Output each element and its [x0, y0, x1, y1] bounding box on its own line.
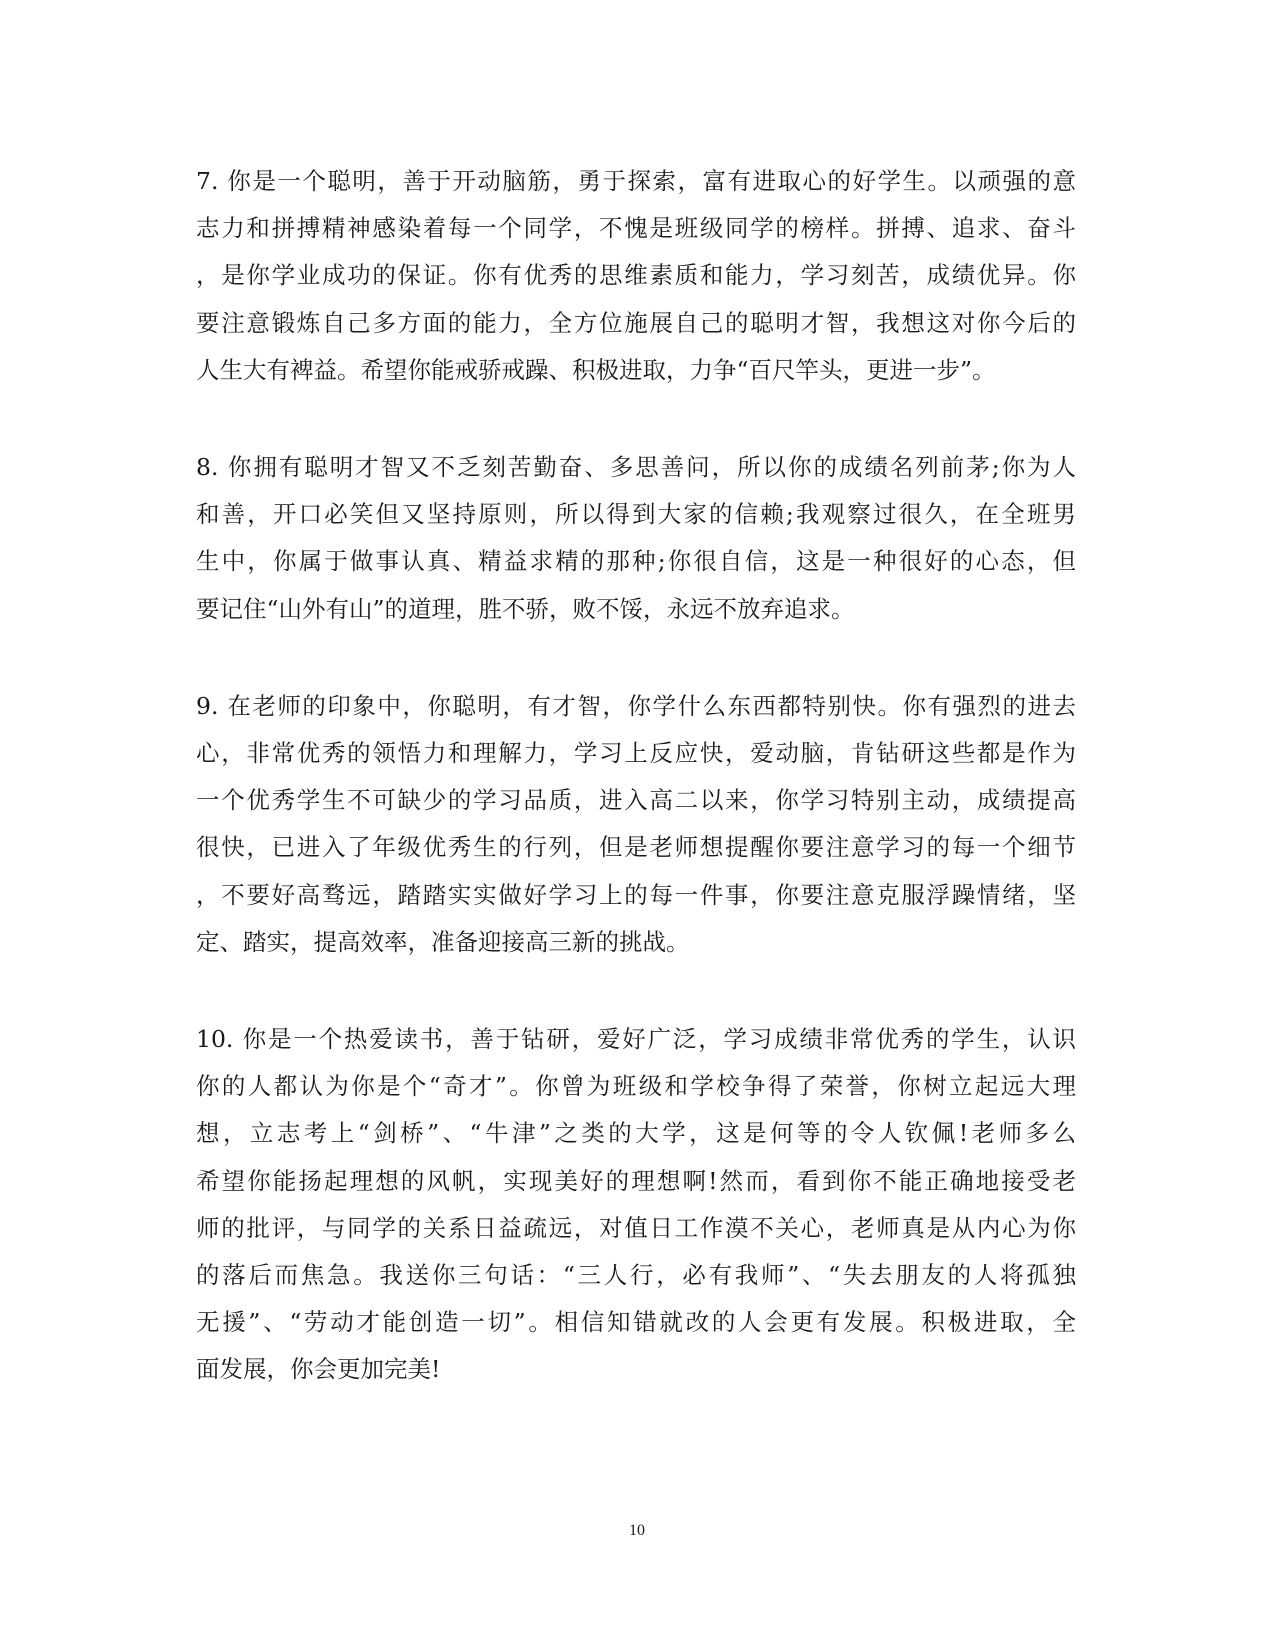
text-line: 人生大有裨益。希望你能戒骄戒躁、积极进取，力争“百尺竿头，更进一步”。: [196, 355, 996, 384]
text-line: 面发展，你会更加完美!: [196, 1355, 441, 1384]
text-line: 的落后而焦急。我送你三句话：“三人行，必有我师”、“失去朋友的人将孤独: [196, 1261, 1076, 1290]
text-line: 心，非常优秀的领悟力和理解力，学习上反应快，爱动脑，肯钻研这些都是作为: [196, 739, 1076, 768]
text-line: ，不要好高骛远，踏踏实实做好学习上的每一件事，你要注意克服浮躁情绪，坚: [196, 880, 1076, 909]
text-line: 希望你能扬起理想的风帆，实现美好的理想啊!然而，看到你不能正确地接受老: [196, 1166, 1076, 1195]
text-line: 和善，开口必笑但又坚持原则，所以得到大家的信赖;我观察过很久，在全班男: [196, 500, 1076, 529]
text-line: 无援”、“劳动才能创造一切”。相信知错就改的人会更有发展。积极进取，全: [196, 1308, 1076, 1337]
text-line: 你的人都认为你是个“奇才”。你曾为班级和学校争得了荣誉，你树立起远大理: [196, 1072, 1076, 1101]
text-line: 一个优秀学生不可缺少的学习品质，进入高二以来，你学习特别主动，成绩提高: [196, 786, 1076, 815]
text-line: 9. 在老师的印象中，你聪明，有才智，你学什么东西都特别快。你有强烈的进去: [196, 691, 1076, 720]
text-line: 要注意锻炼自己多方面的能力，全方位施展自己的聪明才智，我想这对你今后的: [196, 308, 1076, 337]
paragraph-8: [196, 444, 1076, 633]
text-line: 生中，你属于做事认真、精益求精的那种;你很自信，这是一种很好的心态，但: [196, 547, 1076, 576]
text-line: 要记住“山外有山”的道理，胜不骄，败不馁，永远不放弃追求。: [196, 594, 855, 623]
paragraph-7: [196, 158, 1076, 394]
text-line: 8. 你拥有聪明才智又不乏刻苦勤奋、多思善问，所以你的成绩名列前茅;你为人: [196, 453, 1076, 482]
text-line: 10. 你是一个热爱读书，善于钻研，爱好广泛，学习成绩非常优秀的学生，认识: [196, 1025, 1076, 1054]
paragraph-10: [196, 1016, 1076, 1394]
text-line: 师的批评，与同学的关系日益疏远，对值日工作漠不关心，老师真是从内心为你: [196, 1213, 1076, 1242]
text-line: 很快，已进入了年级优秀生的行列，但是老师想提醒你要注意学习的每一个细节: [196, 833, 1076, 862]
text-line: 7. 你是一个聪明，善于开动脑筋，勇于探索，富有进取心的好学生。以顽强的意: [196, 167, 1076, 195]
paragraph-9: [196, 683, 1076, 966]
text-line: ，是你学业成功的保证。你有优秀的思维素质和能力，学习刻苦，成绩优异。你: [196, 261, 1076, 290]
text-line: 定、踏实，提高效率，准备迎接高三新的挑战。: [196, 927, 690, 956]
text-line: 想，立志考上“剑桥”、“牛津”之类的大学，这是何等的令人钦佩!老师多么: [196, 1119, 1076, 1148]
document-body: [196, 158, 1076, 1444]
page-number: 10: [629, 1522, 645, 1539]
text-line: 志力和拼搏精神感染着每一个同学，不愧是班级同学的榜样。拼搏、追求、奋斗: [196, 214, 1076, 243]
